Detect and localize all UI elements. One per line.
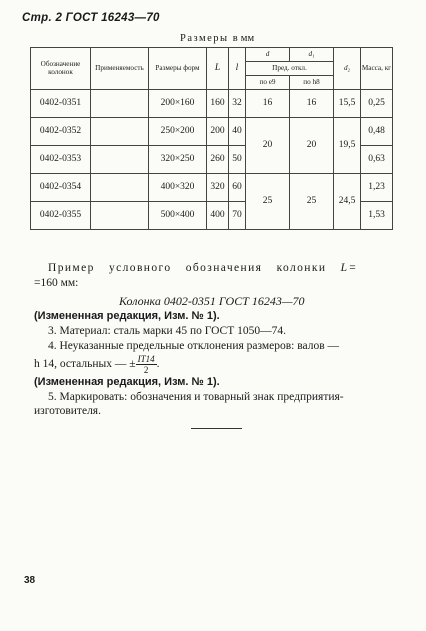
- cell-L: 200: [207, 118, 229, 146]
- example-var: L=: [340, 262, 358, 274]
- cell-d: 25: [246, 174, 290, 230]
- item-4-line-1: 4. Неуказанные предельные отклонения размеров: валов —: [48, 340, 340, 352]
- cell-d: 16: [246, 90, 290, 118]
- item-4-prefix: h 14, остальных — ±: [34, 358, 136, 371]
- cell-mass: 1,23: [361, 174, 393, 202]
- example-line: [48, 262, 358, 274]
- cell-d2: 24,5: [334, 174, 361, 230]
- cell-l: 40: [229, 118, 246, 146]
- caption-title: Размеры: [180, 33, 229, 44]
- cell-d1: 20: [290, 118, 334, 174]
- item-5-line-2: изготовителя.: [34, 405, 101, 417]
- cell-applicability: [91, 174, 149, 202]
- page-number: 38: [24, 575, 36, 586]
- cell-applicability: [91, 90, 149, 118]
- cell-d1: 25: [290, 174, 334, 230]
- cell-L: 400: [207, 202, 229, 230]
- header-form-size: Размеры форм: [149, 48, 207, 90]
- header-mass: Масса, кг: [361, 48, 393, 90]
- cell-form-size: 400×320: [149, 174, 207, 202]
- example-lead: Пример условного обозначения колонки: [48, 262, 327, 274]
- edit-note-2: (Измененная редакция, Изм. № 1).: [34, 376, 220, 388]
- cell-l: 70: [229, 202, 246, 230]
- example-designation: Колонка 0402-0351 ГОСТ 16243—70: [119, 294, 305, 308]
- table-row: [31, 90, 393, 118]
- cell-mass: 0,48: [361, 118, 393, 146]
- header-d1: d₁: [290, 48, 334, 62]
- cell-mass: 0,63: [361, 146, 393, 174]
- page-header: Стр. 2 ГОСТ 16243—70: [22, 12, 160, 24]
- header-tolerance: Пред. откл.: [246, 62, 334, 76]
- edit-note-1: (Измененная редакция, Изм. № 1).: [34, 310, 220, 322]
- cell-mass: 1,53: [361, 202, 393, 230]
- fraction-denominator: 2: [143, 365, 149, 375]
- cell-form-size: 250×200: [149, 118, 207, 146]
- cell-form-size: 200×160: [149, 90, 207, 118]
- cell-applicability: [91, 202, 149, 230]
- cell-L: 260: [207, 146, 229, 174]
- cell-l: 50: [229, 146, 246, 174]
- caption-unit: в мм: [232, 33, 255, 44]
- tolerance-fraction: [136, 354, 157, 375]
- header-l: l: [229, 48, 246, 90]
- cell-l: 60: [229, 174, 246, 202]
- header-d2: d₂: [334, 48, 361, 90]
- fraction-numerator: IT14: [137, 354, 155, 364]
- table-row: [31, 174, 393, 202]
- cell-applicability: [91, 118, 149, 146]
- header-d: d: [246, 48, 290, 62]
- item-4-line-2: h 14, остальных — ± $\frac{IT14}{2}$ .: [34, 354, 160, 375]
- example-value: =160 мм:: [34, 277, 79, 289]
- header-applicability: Применяемость: [91, 48, 149, 90]
- cell-l: 32: [229, 90, 246, 118]
- cell-designation: 0402-0351: [31, 90, 91, 118]
- header-designation: Обозначение колонок: [31, 48, 91, 90]
- table-caption: [180, 33, 254, 44]
- cell-applicability: [91, 146, 149, 174]
- cell-designation: 0402-0352: [31, 118, 91, 146]
- dimensions-table: [30, 47, 393, 230]
- cell-d: 20: [246, 118, 290, 174]
- item-3: 3. Материал: сталь марки 45 по ГОСТ 1050—74.: [48, 325, 286, 337]
- cell-d2: 19,5: [334, 118, 361, 174]
- table-row: [31, 118, 393, 146]
- cell-L: 160: [207, 90, 229, 118]
- cell-designation: 0402-0354: [31, 174, 91, 202]
- cell-mass: 0,25: [361, 90, 393, 118]
- header-tol-d: по e9: [246, 76, 290, 90]
- cell-form-size: 500×400: [149, 202, 207, 230]
- cell-form-size: 320×250: [149, 146, 207, 174]
- header-tol-d1: по h8: [290, 76, 334, 90]
- cell-d2: 15,5: [334, 90, 361, 118]
- cell-d1: 16: [290, 90, 334, 118]
- cell-L: 320: [207, 174, 229, 202]
- item-5-line-1: 5. Маркировать: обозначения и товарный знак предприятия-: [48, 391, 344, 403]
- cell-designation: 0402-0353: [31, 146, 91, 174]
- section-divider: [191, 428, 242, 429]
- cell-designation: 0402-0355: [31, 202, 91, 230]
- header-L: L: [207, 48, 229, 90]
